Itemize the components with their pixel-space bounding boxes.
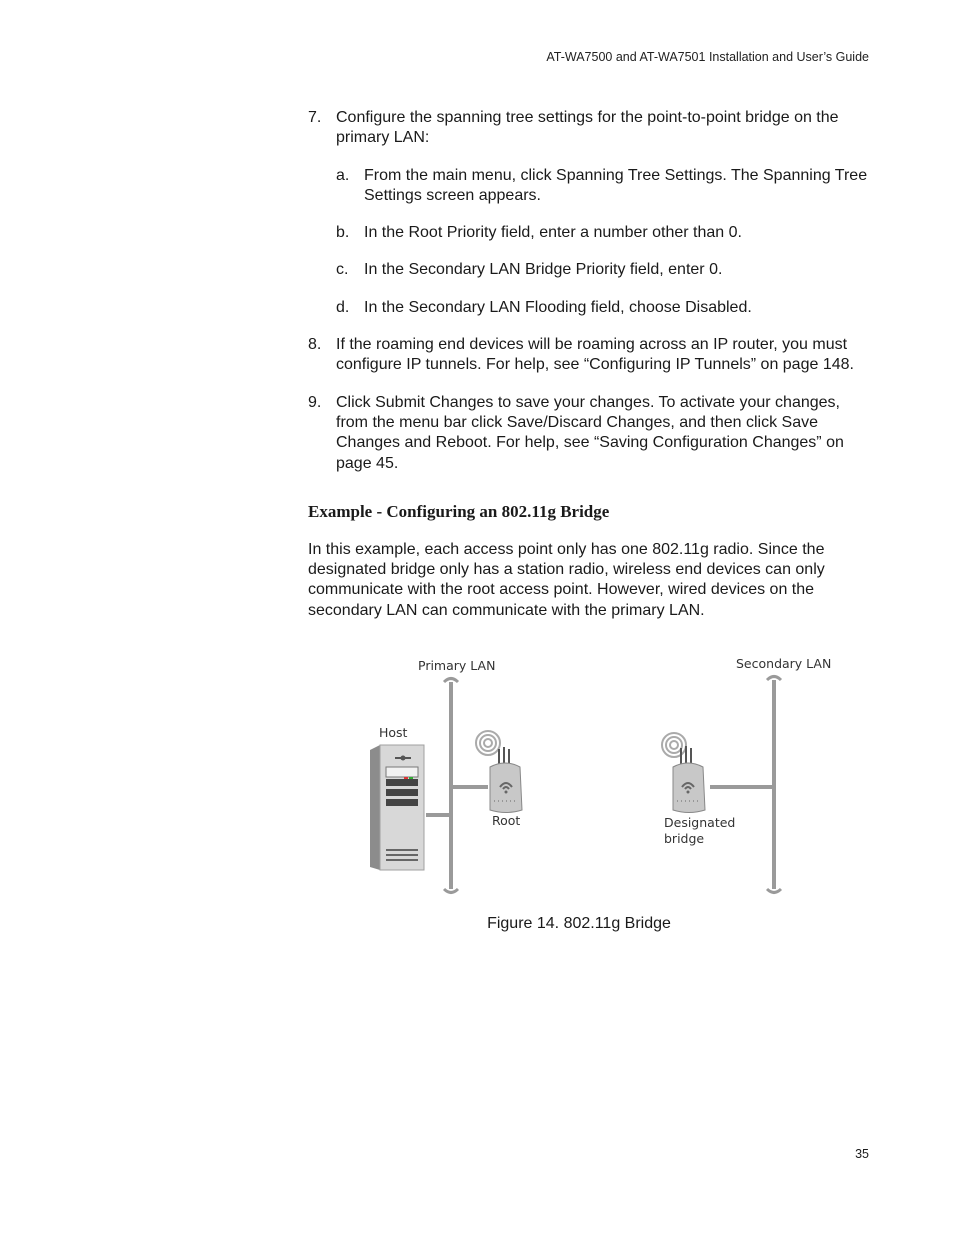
step-7 (308, 108, 870, 149)
substep-text: In the Secondary LAN Flooding field, choose Disabled. (364, 298, 752, 316)
designated-label-line1: Designated (664, 815, 736, 830)
root-label: Root (492, 813, 521, 828)
root-access-point-icon (476, 731, 522, 813)
step-number: 7. (308, 109, 322, 126)
designated-label-line2: bridge (664, 831, 705, 846)
substep-letter: b. (336, 224, 350, 242)
step-text: Configure the spanning tree settings for the point-to-point bridge on the primary LAN: (336, 109, 839, 147)
substep-text: In the Root Priority field, enter a number other than 0. (364, 224, 742, 242)
secondary-lan-bus (767, 677, 781, 893)
substep-text: From the main menu, click Spanning Tree Settings. The Spanning Tree Settings screen appears. (364, 166, 868, 204)
substep-text: In the Secondary LAN Bridge Priority field, enter 0. (364, 261, 723, 279)
substep-c (336, 260, 870, 280)
step-8 (308, 335, 870, 376)
step-text: If the roaming end devices will be roaming across an IP router, you must configure IP tunnels. For help, see “Configuring IP Tunnels” on page 148. (336, 336, 854, 374)
substep-letter: a. (336, 166, 350, 184)
section-heading: Example - Configuring an 802.11g Bridge (308, 501, 610, 521)
host-label: Host (379, 725, 408, 740)
substep-d (336, 298, 870, 318)
step-number: 9. (308, 393, 322, 411)
step-9 (308, 393, 870, 474)
diagram-svg (300, 655, 860, 905)
primary-lan-label: Primary LAN (418, 658, 496, 673)
section-paragraph: In this example, each access point only has one 802.11g radio. Since the designated bridge only has a station radio, wireless end devices can only communicate with the root access point. However, wired devices on the secondary LAN can communicate with the primary LAN. (308, 540, 825, 619)
bridge-diagram (300, 655, 860, 905)
step-text: Click Submit Changes to save your changes. To activate your changes, from the menu bar click Save/Discard Changes, and then click Save Changes and Reboot. For help, see “Saving Configuration Changes” on page 45. (336, 393, 844, 472)
substep-letter: d. (336, 298, 350, 316)
figure-caption: Figure 14. 802.11g Bridge (487, 915, 671, 932)
page-number: 35 (855, 1147, 869, 1161)
substeps (308, 166, 870, 318)
step-number: 8. (308, 336, 322, 354)
secondary-lan-label: Secondary LAN (736, 656, 832, 671)
substep-letter: c. (336, 261, 349, 279)
designated-bridge-icon (662, 733, 705, 813)
host-server-icon (370, 745, 424, 870)
running-header: AT-WA7500 and AT-WA7501 Installation and User’s Guide (546, 50, 869, 64)
main-content (308, 108, 870, 621)
substep-b (336, 223, 870, 243)
substep-a (336, 166, 870, 207)
